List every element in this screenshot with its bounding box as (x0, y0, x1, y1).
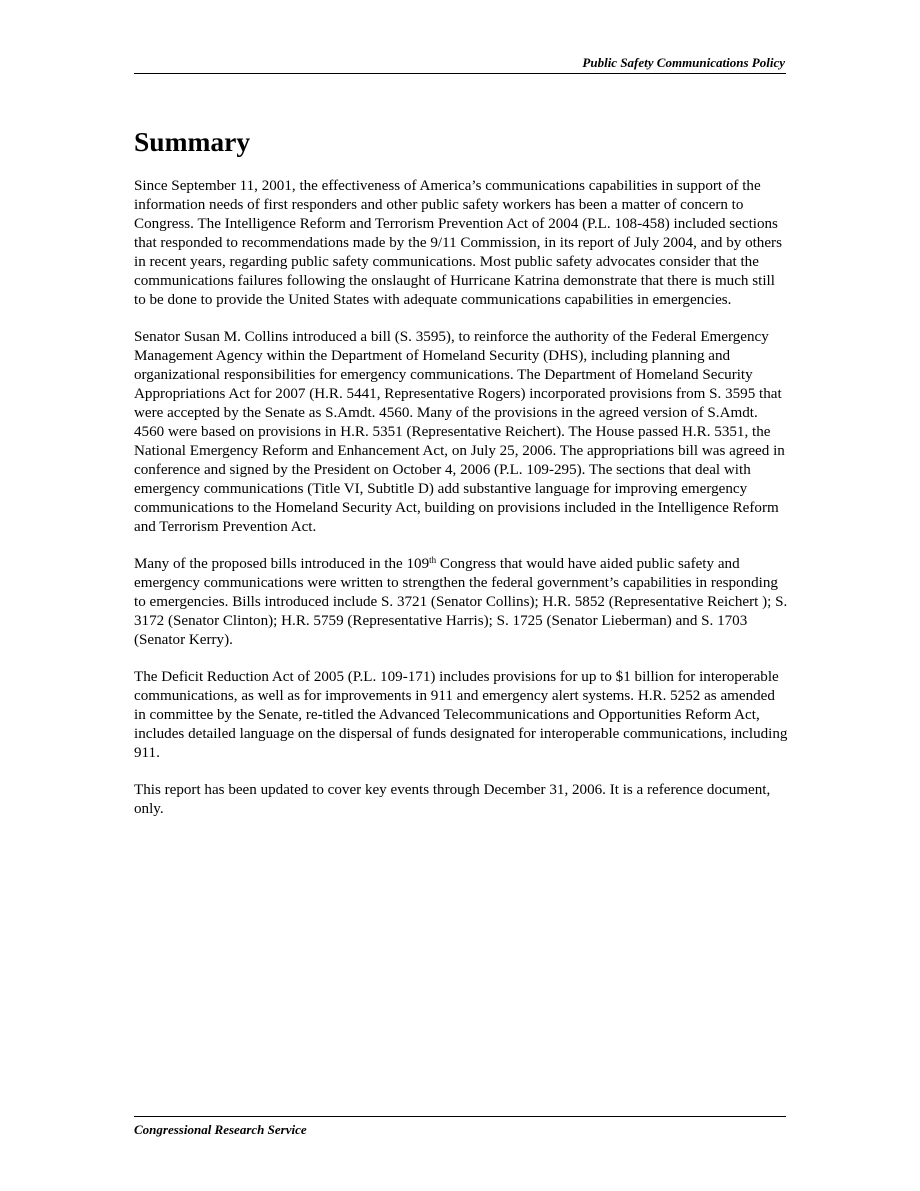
running-header (134, 54, 786, 74)
summary-body (134, 177, 788, 837)
summary-paragraph-2: Senator Susan M. Collins introduced a bill (S. 3595), to reinforce the authority of the Federal Emergency Management Agency within the Department of Homeland Security (DHS), including planning and organizational responsibilities for emergency communications. The Department of Homeland Security Appropriations Act for 2007 (H.R. 5441, Representative Rogers) incorporated provisions from S. 3595 that were accepted by the Senate as S.Amdt. 4560. Many of the provisions in the agreed version of S.Amdt. 4560 were based on provisions in H.R. 5351 (Representative Reichert). The House passed H.R. 5351, the National Emergency Reform and Enhancement Act, on July 25, 2006. The appropriations bill was agreed in conference and signed by the President on October 4, 2006 (P.L. 109-295). The sections that deal with emergency communications (Title VI, Subtitle D) add substantive language for improving emergency communications to the Homeland Security Act, building on provisions included in the Intelligence Reform and Terrorism Prevention Act. (134, 329, 785, 535)
ordinal-superscript: th (429, 555, 437, 565)
summary-paragraph-4: The Deficit Reduction Act of 2005 (P.L. 109-171) includes provisions for up to $1 billion for interoperable communications, as well as for improvements in 911 and emergency alert systems. H.R. 5252 as amended in committee by the Senate, re-titled the Advanced Telecommunications and Opportunities Reform Act, includes detailed language on the dispersal of funds designated for interoperable communications, including 911. (134, 669, 788, 761)
page-title: Summary (134, 126, 251, 157)
footer-label: Congressional Research Service (134, 1122, 307, 1137)
paragraph-3-text-end: Congress that would have aided public safety and emergency communications were written to strengthen the federal government’s capabilities in responding to emergencies. Bills introduced include S. 3721 (Senator Collins); H.R. 5852 (Representative Reichert ); S. 3172 (Senator Clinton); H.R. 5759 (Representative Harris); S. 1725 (Senator Lieberman) and S. 1703 (Senator Kerry). (134, 556, 788, 648)
summary-paragraph-3 (134, 555, 788, 650)
summary-paragraph-5: This report has been updated to cover key events through December 31, 2006. It is a reference document, only. (134, 782, 771, 817)
running-header-title: Public Safety Communications Policy (582, 55, 785, 70)
paragraph-3-text-start: Many of the proposed bills introduced in the 109 (134, 556, 430, 572)
running-footer (134, 1116, 786, 1138)
summary-paragraph-1: Since September 11, 2001, the effectiveness of America’s communications capabilities in support of the information needs of first responders and other public safety workers has been a matter of concern to Congress. The Intelligence Reform and Terrorism Prevention Act of 2004 (P.L. 108-458) included sections that responded to recommendations made by the 9/11 Commission, in its report of July 2004, and by others in recent years, regarding public safety communications. Most public safety advocates consider that the communications failures following the onslaught of Hurricane Katrina demonstrate that there is much still to be done to provide the United States with adequate communications capabilities in emergencies. (134, 178, 782, 308)
